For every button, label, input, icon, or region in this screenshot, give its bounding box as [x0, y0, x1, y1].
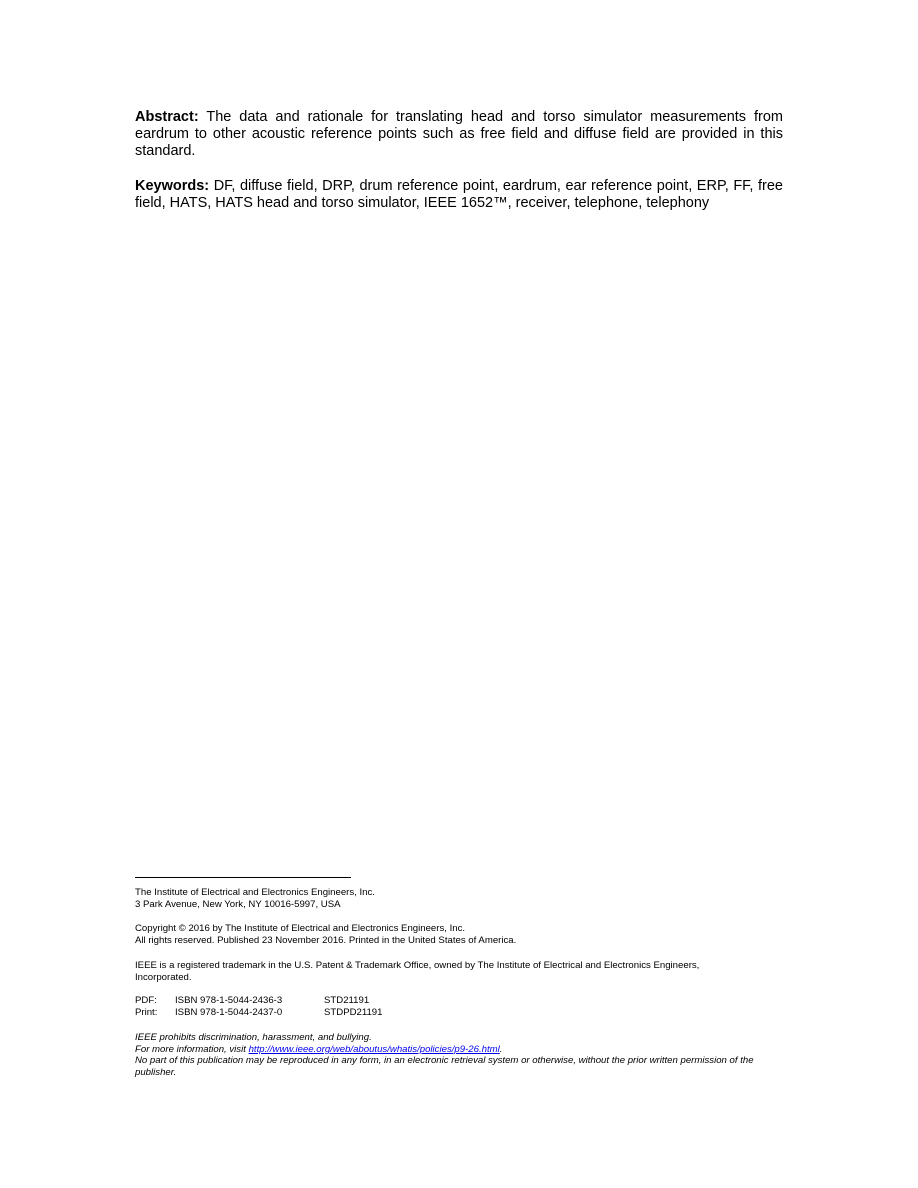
isbn-number: ISBN 978-1-5044-2436-3	[175, 995, 283, 1006]
reproduction-notice: No part of this publication may be reproduced in any form, in an electronic retrieval system or otherwise, without the prior written permission of the publisher.	[135, 1055, 754, 1078]
isbn-number: ISBN 978-1-5044-2437-0	[175, 1006, 283, 1018]
copyright-notice	[135, 923, 795, 946]
copyright-line-2: All rights reserved. Published 23 November 2016. Printed in the United States of America.	[135, 934, 517, 946]
keywords-text: DF, diffuse field, DRP, drum reference point, eardrum, ear reference point, ERP, FF, free field, HATS, HATS head and torso simulator, IEEE 1652™, receiver, telephone, telephony	[135, 178, 783, 211]
isbn-row-print	[135, 1007, 795, 1019]
abstract-label: Abstract:	[135, 109, 199, 125]
info-suffix: .	[499, 1043, 503, 1055]
isbn-code: STD21191	[324, 995, 370, 1006]
copyright-line-1: Copyright © 2016 by The Institute of Electrical and Electronics Engineers, Inc.	[135, 923, 466, 934]
info-prefix: For more information, visit	[135, 1043, 249, 1055]
trademark-notice	[135, 960, 795, 983]
publisher-name: The Institute of Electrical and Electronics Engineers, Inc.	[135, 887, 375, 898]
discrimination-notice: IEEE prohibits discrimination, harassment, and bullying.	[135, 1032, 372, 1043]
abstract-text: The data and rationale for translating head and torso simulator measurements from eardrum to other acoustic reference points such as free field and diffuse field are provided in this standard.	[135, 109, 783, 159]
keywords-paragraph	[135, 178, 783, 212]
isbn-format: Print:	[135, 1006, 158, 1018]
footer-divider	[135, 877, 351, 878]
isbn-row-pdf	[135, 995, 795, 1007]
isbn-code: STDPD21191	[324, 1006, 383, 1018]
trademark-text: IEEE is a registered trademark in the U.S. Patent & Trademark Office, owned by The Institute of Electrical and Electronics Engineers, Incorporated.	[135, 960, 700, 983]
publisher-street: 3 Park Avenue, New York, NY 10016-5997, USA	[135, 898, 341, 910]
legal-notices	[135, 1032, 795, 1078]
info-notice	[135, 1044, 795, 1056]
keywords-label: Keywords:	[135, 178, 210, 194]
policy-link[interactable]: http://www.ieee.org/web/aboutus/whatis/policies/p9-26.html	[248, 1043, 500, 1055]
isbn-list	[135, 995, 795, 1018]
publisher-address	[135, 887, 795, 910]
abstract-paragraph	[135, 109, 783, 160]
isbn-format: PDF:	[135, 995, 157, 1006]
